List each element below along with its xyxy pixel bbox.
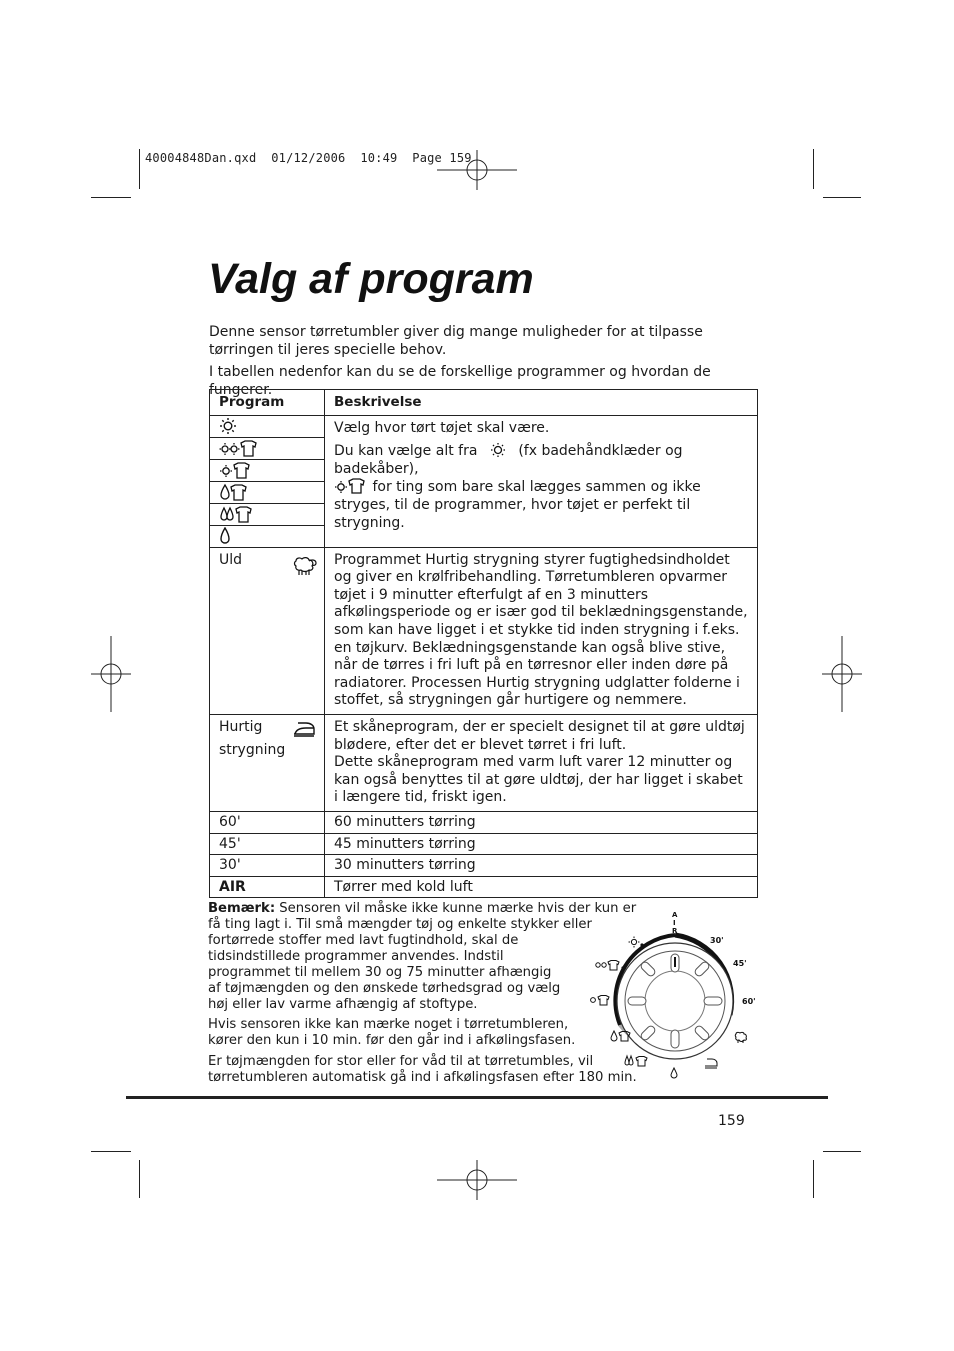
program-cell: [210, 459, 325, 481]
note-paragraph: [208, 1054, 637, 1086]
sheep-icon: [735, 1032, 746, 1043]
note-paragraph: [208, 1017, 575, 1049]
description-text: Et skåneprogram, der er specielt designet til at gøre uldtøj blødere, efter det er blevet tørret i fri luft.: [334, 718, 745, 753]
note-line: [208, 901, 636, 917]
note-line: tidsindstillede programmer anvendes. Indstil: [208, 949, 504, 964]
note-line: fortørrede stoffer med lavt fugtindhold, skal de: [208, 933, 519, 948]
note-line: få ting lagt i. Til små mængder tøj og enkelte stykker eller: [208, 917, 592, 932]
dial-label-45: 45': [733, 959, 747, 968]
table-row: [210, 714, 758, 811]
program-cell: 30': [210, 855, 325, 877]
program-cell: [210, 415, 325, 437]
program-cell: 45': [210, 833, 325, 855]
description-cell: 45 minutters tørring: [325, 833, 758, 855]
extra-dry-icon: [219, 417, 259, 435]
description-text: Dette skåneprogram med varm luft varer 12 minutter og kan også benyttes til at gøre uldtøj, der har ligget i skabet i længere tid, friskt igen.: [334, 754, 743, 806]
iron-icon: [705, 1059, 717, 1068]
column-header-description: Beskrivelse: [325, 390, 758, 416]
cupboard-dry-icon: [591, 996, 609, 1006]
iron-dry-icon: [625, 1056, 647, 1066]
crop-mark: [91, 197, 131, 198]
intro-paragraph: Denne sensor tørretumbler giver dig mange muligheder for at tilpasse tørringen til jeres specielle behov.: [209, 324, 703, 358]
table-row: [210, 876, 758, 898]
description-text: Du kan vælge alt fra: [334, 443, 478, 460]
note-text: Sensoren vil måske ikke kunne mærke hvis der kun er: [275, 901, 637, 916]
column-header-program: Program: [210, 390, 325, 416]
program-label-strygning: strygning: [219, 741, 286, 758]
note-line: af tøjmængden og den ønskede tørhedsgrad og vælg: [208, 981, 561, 996]
crop-mark: [91, 1151, 131, 1152]
iron-dry-icon: [219, 505, 259, 523]
note-line: tørretumbleren automatisk gå ind i afkølingsfasen efter 180 min.: [208, 1070, 637, 1085]
description-cell: Tørrer med kold luft: [325, 876, 758, 898]
registration-mark: [91, 636, 131, 712]
crop-mark: [139, 149, 140, 189]
sheep-icon: [290, 555, 318, 577]
table-row: [210, 855, 758, 877]
file-slug: 40004848Dan.qxd 01/12/2006 10:49 Page 159: [145, 151, 472, 165]
page-number: 159: [718, 1113, 745, 1129]
description-cell: Programmet Hurtig strygning styrer fugtighedsindholdet og giver en krølfribehandling. Tørretumbleren opvarmer tøjet i 9 minutter efterfulgt af en 3 minutters afkølingsperiode og er især god til beklædningsgenstande, som kan have ligget i et stykke tid inden strygning i f.eks. en tøjkurv. Beklædningsgenstande kan også blive stive, når de tørres i fri luft på en tørresnor eller inden døre på radiatorer. Processen Hurtig strygning udglatter folderne i stoffet, så strygningen går hurtigere og nemmere.: [325, 547, 758, 714]
program-dial: [580, 905, 765, 1083]
note-line: Hvis sensoren ikke kan mærke noget i tørretumbleren,: [208, 1017, 569, 1032]
page-title: Valg af program: [208, 255, 534, 303]
note-line: kører den kun i 10 min. før den går ind i afkølingsfasen.: [208, 1033, 576, 1048]
table-row: [210, 811, 758, 833]
program-cell: [210, 525, 325, 547]
damp-dry-icon: [219, 527, 259, 545]
extra-dry-icon: [485, 442, 511, 458]
program-table: [209, 389, 758, 898]
description-cell: 30 minutters tørring: [325, 855, 758, 877]
cupboard-dry-plus-icon: [219, 439, 259, 457]
program-label-hurtig: Hurtig: [219, 718, 263, 735]
crop-mark: [823, 197, 861, 198]
program-cell: 60': [210, 811, 325, 833]
table-header-row: [210, 390, 758, 416]
extra-dry-icon: [629, 937, 640, 948]
program-cell: [210, 714, 325, 811]
registration-mark: [822, 636, 862, 712]
dial-label-air: A: [672, 911, 678, 919]
description-cell: [325, 714, 758, 811]
program-cell: [210, 437, 325, 459]
note-line: programmet til mellem 30 og 75 minutter afhængig: [208, 965, 552, 980]
description-cell: [325, 415, 758, 547]
crop-mark: [823, 1151, 861, 1152]
dial-label-air: R: [672, 927, 678, 935]
note-paragraph: [208, 901, 636, 1013]
crop-mark: [813, 1160, 814, 1198]
program-cell: AIR: [210, 876, 325, 898]
description-text: (fx badehåndklæder og badekåber),: [334, 443, 683, 477]
dial-label-60: 60': [742, 997, 756, 1006]
footer-rule: [126, 1096, 828, 1099]
iron-icon: [292, 721, 316, 737]
note-label: Bemærk:: [208, 901, 276, 916]
iron-dry-plus-icon: [219, 483, 259, 501]
registration-mark: [437, 1160, 517, 1200]
program-cell: [210, 503, 325, 525]
note-line: høj eller lav varme afhængig af stoftype.: [208, 997, 478, 1012]
table-row: [210, 547, 758, 714]
crop-mark: [813, 149, 814, 189]
cupboard-dry-icon: [219, 461, 259, 479]
dial-label-30: 30': [710, 936, 724, 945]
crop-mark: [139, 1160, 140, 1198]
program-cell: [210, 481, 325, 503]
description-text: for ting som bare skal lægges sammen og ikke stryges, til de programmer, hvor tøjet er perfekt til strygning.: [334, 479, 701, 531]
description-cell: 60 minutters tørring: [325, 811, 758, 833]
table-row: [210, 833, 758, 855]
damp-dry-icon: [671, 1068, 677, 1078]
note-line: Er tøjmængden for stor eller for våd til at tørretumbles, vil: [208, 1054, 594, 1069]
description-text: Vælg hvor tørt tøjet skal være.: [334, 419, 550, 436]
description-text: [334, 442, 749, 532]
cupboard-dry-plus-icon: [596, 961, 619, 971]
program-label-uld: Uld: [219, 551, 243, 568]
table-row: [210, 415, 758, 437]
program-cell: [210, 547, 325, 714]
intro-paragraph: I tabellen nedenfor kan du se de forskellige programmer og hvordan de fungerer.: [209, 364, 711, 398]
dial-label-air: I: [673, 919, 676, 927]
cupboard-dry-icon: [334, 478, 366, 494]
